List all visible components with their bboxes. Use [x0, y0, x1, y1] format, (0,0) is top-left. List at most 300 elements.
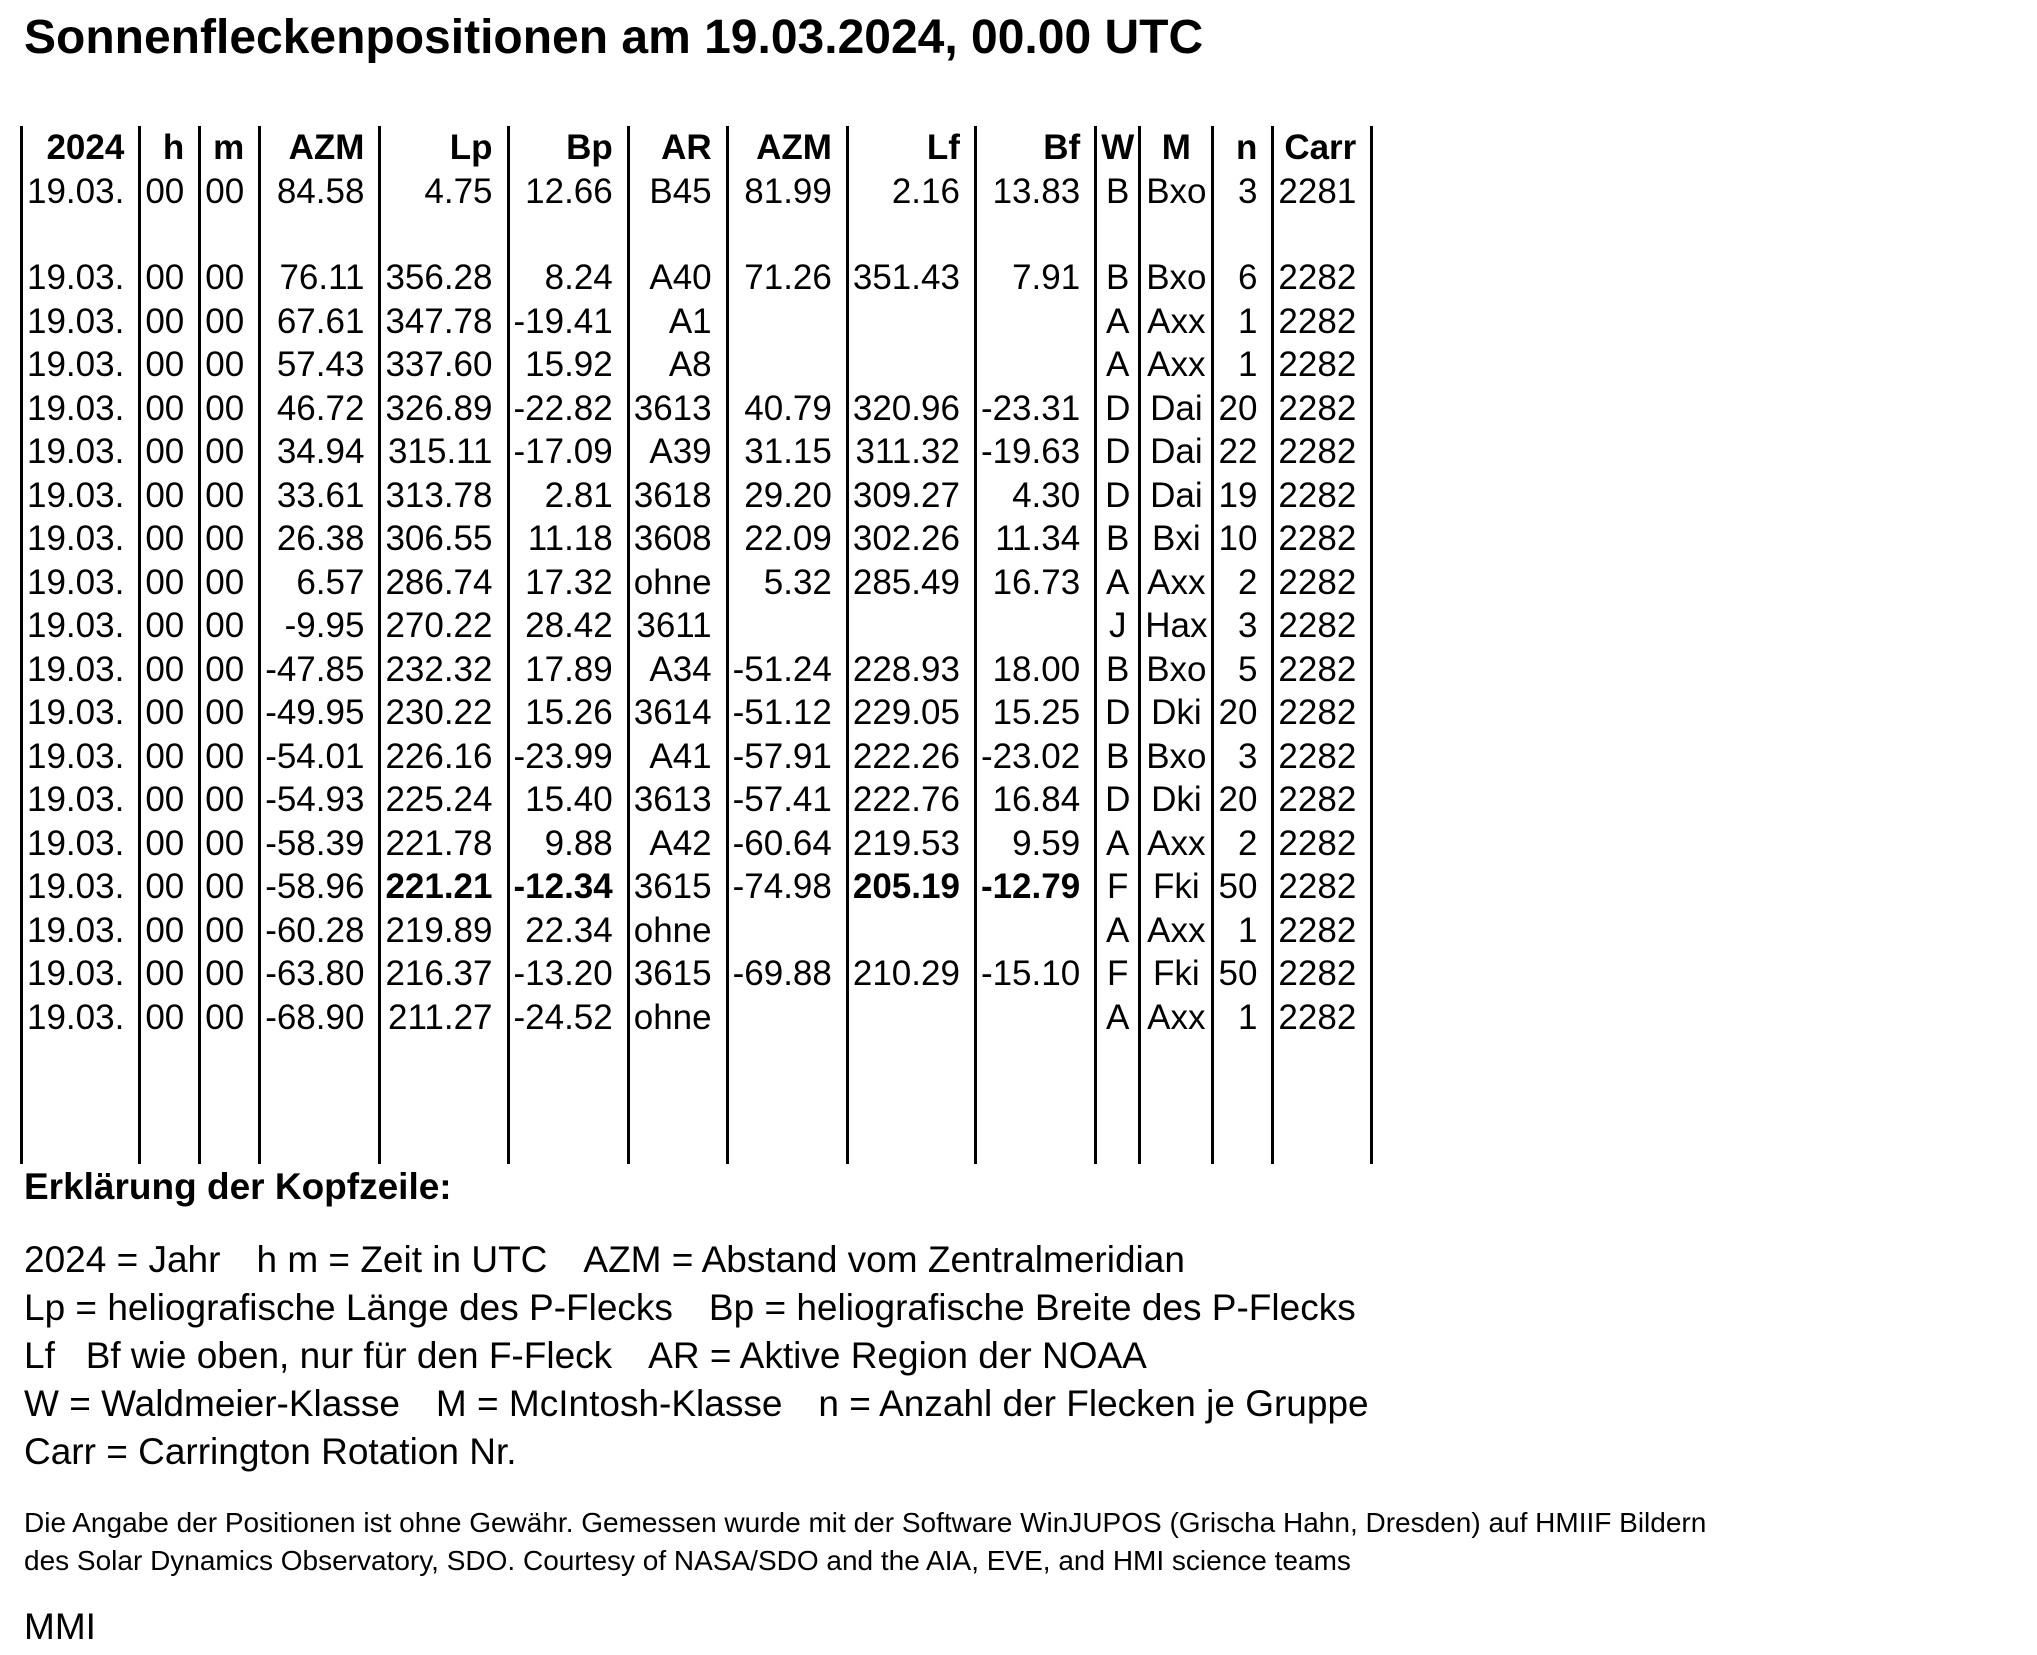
table-cell: J [1096, 604, 1140, 648]
legend-line [24, 1428, 1369, 1476]
table-cell: 19.03. [22, 691, 140, 735]
table-cell: -12.34 [508, 865, 628, 909]
table-cell: D [1096, 387, 1140, 431]
disclaimer-note [24, 1504, 1706, 1580]
filler-cell [508, 1039, 628, 1164]
table-cell [727, 996, 847, 1040]
table-row [22, 604, 1372, 648]
table-cell: 313.78 [380, 474, 508, 518]
table-cell: 3608 [628, 517, 727, 561]
table-cell: F [1096, 865, 1140, 909]
table-cell: 00 [140, 691, 200, 735]
table-row [22, 517, 1372, 561]
table-cell: 00 [200, 517, 260, 561]
table-cell: 19.03. [22, 996, 140, 1040]
table-cell: Bxo [1140, 170, 1213, 214]
table-cell: 40.79 [727, 387, 847, 431]
table-cell: 309.27 [847, 474, 975, 518]
sunspot-table [20, 126, 1373, 1164]
table-cell: 00 [140, 648, 200, 692]
table-cell: 2282 [1273, 604, 1372, 648]
table-cell: 285.49 [847, 561, 975, 605]
table-cell: 11.18 [508, 517, 628, 561]
legend-entry: AR = Aktive Region der NOAA [648, 1335, 1147, 1376]
table-cell: 57.43 [260, 343, 380, 387]
legend-line [24, 1332, 1369, 1380]
table-cell: 7.91 [975, 256, 1095, 300]
legend-line [24, 1284, 1369, 1332]
table-cell: -54.01 [260, 735, 380, 779]
table-cell: -58.96 [260, 865, 380, 909]
table-row [22, 691, 1372, 735]
table-cell: 10 [1213, 517, 1273, 561]
filler-cell [1096, 1039, 1140, 1164]
table-cell: 19.03. [22, 430, 140, 474]
table-cell: B [1096, 648, 1140, 692]
table-cell: -24.52 [508, 996, 628, 1040]
column-header: Bp [508, 126, 628, 170]
filler-cell [1213, 1039, 1273, 1164]
table-cell: 2282 [1273, 256, 1372, 300]
table-cell: 219.53 [847, 822, 975, 866]
table-cell: 19.03. [22, 561, 140, 605]
table-cell: -15.10 [975, 952, 1095, 996]
table-cell: B [1096, 256, 1140, 300]
column-header: Lf [847, 126, 975, 170]
author-signature: MMI [24, 1606, 96, 1647]
table-cell: A [1096, 996, 1140, 1040]
table-cell: -49.95 [260, 691, 380, 735]
column-header: AZM [260, 126, 380, 170]
table-cell: -12.79 [975, 865, 1095, 909]
table-cell: 19.03. [22, 474, 140, 518]
filler-cell [628, 1039, 727, 1164]
spacer-row [22, 213, 1372, 256]
legend-entry: AZM = Abstand vom Zentralmeridian [583, 1239, 1185, 1280]
spacer-cell [1140, 213, 1213, 256]
table-cell: -47.85 [260, 648, 380, 692]
table-cell: 3611 [628, 604, 727, 648]
table-cell [727, 300, 847, 344]
table-cell: A [1096, 343, 1140, 387]
table-cell: 46.72 [260, 387, 380, 431]
table-cell [975, 300, 1095, 344]
table-cell: 22 [1213, 430, 1273, 474]
table-row [22, 474, 1372, 518]
table-cell: 19.03. [22, 343, 140, 387]
table-cell: 50 [1213, 865, 1273, 909]
filler-cell [847, 1039, 975, 1164]
table-cell: 8.24 [508, 256, 628, 300]
table-cell: 210.29 [847, 952, 975, 996]
table-cell: Axx [1140, 822, 1213, 866]
table-cell: 00 [140, 430, 200, 474]
table-row [22, 256, 1372, 300]
legend-entry: Lf Bf wie oben, nur für den F-Fleck [24, 1335, 613, 1376]
table-cell: A [1096, 822, 1140, 866]
table-row [22, 430, 1372, 474]
table-cell: 2282 [1273, 343, 1372, 387]
table-cell: 28.42 [508, 604, 628, 648]
table-cell: -60.64 [727, 822, 847, 866]
table-cell: -23.99 [508, 735, 628, 779]
table-cell: 2 [1213, 561, 1273, 605]
filler-cell [1273, 1039, 1372, 1164]
table-cell: 00 [140, 474, 200, 518]
table-cell: 00 [200, 909, 260, 953]
table-cell: 00 [140, 561, 200, 605]
table-cell: -13.20 [508, 952, 628, 996]
table-cell: -74.98 [727, 865, 847, 909]
table-row [22, 300, 1372, 344]
table-row [22, 909, 1372, 953]
spacer-cell [847, 213, 975, 256]
table-cell: 00 [200, 735, 260, 779]
table-row [22, 735, 1372, 779]
table-cell: 16.84 [975, 778, 1095, 822]
table-cell: 00 [140, 256, 200, 300]
table-cell [975, 996, 1095, 1040]
column-header: M [1140, 126, 1213, 170]
legend-line [24, 1236, 1369, 1284]
table-cell: -60.28 [260, 909, 380, 953]
table-cell: 2282 [1273, 778, 1372, 822]
disclaimer-line-2: des Solar Dynamics Observatory, SDO. Courtesy of NASA/SDO and the AIA, EVE, and HMI science teams [24, 1545, 1351, 1576]
table-cell [847, 996, 975, 1040]
table-cell: 3613 [628, 778, 727, 822]
legend-line [24, 1380, 1369, 1428]
table-cell: 2282 [1273, 474, 1372, 518]
table-cell: 2282 [1273, 561, 1372, 605]
table-cell: 311.32 [847, 430, 975, 474]
table-cell: 76.11 [260, 256, 380, 300]
table-cell: 00 [200, 691, 260, 735]
legend-entry: Lp = heliografische Länge des P-Flecks [24, 1287, 673, 1328]
column-header: Lp [380, 126, 508, 170]
column-header: 2024 [22, 126, 140, 170]
table-cell: 00 [200, 256, 260, 300]
table-cell: 270.22 [380, 604, 508, 648]
table-cell: 19.03. [22, 822, 140, 866]
table-cell: 17.89 [508, 648, 628, 692]
table-cell: 3618 [628, 474, 727, 518]
table-cell: 19.03. [22, 517, 140, 561]
table-cell: 22.09 [727, 517, 847, 561]
table-cell: -69.88 [727, 952, 847, 996]
legend-entry: M = McIntosh-Klasse [435, 1383, 783, 1424]
table-cell: 347.78 [380, 300, 508, 344]
spacer-cell [975, 213, 1095, 256]
table-cell: 1 [1213, 909, 1273, 953]
table-cell: 1 [1213, 996, 1273, 1040]
table-cell [727, 604, 847, 648]
table-cell: 315.11 [380, 430, 508, 474]
legend-entry: 2024 = Jahr [24, 1239, 221, 1280]
page-title: Sonnenfleckenpositionen am 19.03.2024, 00.00 UTC [24, 11, 1204, 64]
table-cell: 3 [1213, 170, 1273, 214]
legend-entry: Carr = Carrington Rotation Nr. [24, 1431, 517, 1472]
table-cell: 326.89 [380, 387, 508, 431]
table-cell: 18.00 [975, 648, 1095, 692]
table-cell: 67.61 [260, 300, 380, 344]
spacer-cell [260, 213, 380, 256]
table-cell: 5 [1213, 648, 1273, 692]
table-cell: B [1096, 170, 1140, 214]
table-cell: -23.31 [975, 387, 1095, 431]
table-cell: Dki [1140, 691, 1213, 735]
table-cell: 00 [140, 865, 200, 909]
table-cell: 15.26 [508, 691, 628, 735]
table-cell: 3614 [628, 691, 727, 735]
table-cell: -51.12 [727, 691, 847, 735]
table-cell: 00 [200, 952, 260, 996]
table-row [22, 561, 1372, 605]
table-cell: 2282 [1273, 865, 1372, 909]
table-cell: 71.26 [727, 256, 847, 300]
column-header: AR [628, 126, 727, 170]
table-cell: 2282 [1273, 996, 1372, 1040]
table-row [22, 778, 1372, 822]
table-row [22, 387, 1372, 431]
table-cell: 1 [1213, 343, 1273, 387]
table-cell: 1 [1213, 300, 1273, 344]
spacer-cell [1096, 213, 1140, 256]
table-cell: 13.83 [975, 170, 1095, 214]
table-cell: D [1096, 430, 1140, 474]
legend-entry: Bp = heliografische Breite des P-Flecks [708, 1287, 1356, 1328]
table-cell: -9.95 [260, 604, 380, 648]
table-cell: 00 [140, 996, 200, 1040]
table-cell: A [1096, 909, 1140, 953]
table-cell: A39 [628, 430, 727, 474]
spacer-cell [140, 213, 200, 256]
disclaimer-line-1: Die Angabe der Positionen ist ohne Gewähr. Gemessen wurde mit der Software WinJUPOS (Grischa Hahn, Dresden) auf HMIIF Bildern [24, 1507, 1707, 1538]
table-row [22, 170, 1372, 214]
table-cell: 221.21 [380, 865, 508, 909]
table-cell: D [1096, 474, 1140, 518]
table-cell: 205.19 [847, 865, 975, 909]
table-cell: 19.03. [22, 387, 140, 431]
table-cell: A [1096, 561, 1140, 605]
table-cell: Dai [1140, 387, 1213, 431]
table-cell: 00 [200, 778, 260, 822]
table-cell: 19.03. [22, 648, 140, 692]
legend-entry: n = Anzahl der Flecken je Gruppe [818, 1383, 1369, 1424]
table-cell: 34.94 [260, 430, 380, 474]
table-cell: Axx [1140, 909, 1213, 953]
legend-entry: h m = Zeit in UTC [256, 1239, 548, 1280]
table-cell [975, 604, 1095, 648]
filler-cell [380, 1039, 508, 1164]
table-body [22, 170, 1372, 1165]
table-cell: Axx [1140, 343, 1213, 387]
table-cell [847, 343, 975, 387]
column-header: n [1213, 126, 1273, 170]
table-cell: ohne [628, 561, 727, 605]
table-cell: 00 [140, 778, 200, 822]
table-cell: 2282 [1273, 648, 1372, 692]
spacer-cell [200, 213, 260, 256]
table-cell: 12.66 [508, 170, 628, 214]
table-cell: -54.93 [260, 778, 380, 822]
table-cell: -68.90 [260, 996, 380, 1040]
table-cell: -17.09 [508, 430, 628, 474]
table-cell: 5.32 [727, 561, 847, 605]
table-cell: -57.41 [727, 778, 847, 822]
table-cell: 19.03. [22, 952, 140, 996]
spacer-cell [628, 213, 727, 256]
legend-heading: Erklärung der Kopfzeile: [24, 1166, 452, 1207]
table-cell: F [1096, 952, 1140, 996]
table-cell: 00 [200, 387, 260, 431]
table-cell: 50 [1213, 952, 1273, 996]
table-cell: 20 [1213, 387, 1273, 431]
table-cell: 3615 [628, 952, 727, 996]
table-header-row [22, 126, 1372, 170]
table-cell: 228.93 [847, 648, 975, 692]
table-cell: 226.16 [380, 735, 508, 779]
table-row [22, 865, 1372, 909]
sunspot-table-container [20, 126, 1373, 1164]
table-cell: 320.96 [847, 387, 975, 431]
table-cell: 356.28 [380, 256, 508, 300]
table-cell: 00 [200, 300, 260, 344]
table-cell: 222.76 [847, 778, 975, 822]
filler-cell [727, 1039, 847, 1164]
table-cell: 00 [200, 996, 260, 1040]
table-cell: 00 [200, 170, 260, 214]
table-cell [847, 909, 975, 953]
table-cell: 222.26 [847, 735, 975, 779]
filler-row [22, 1039, 1372, 1164]
table-cell: 00 [140, 300, 200, 344]
spacer-cell [380, 213, 508, 256]
table-cell: -57.91 [727, 735, 847, 779]
table-cell: 00 [200, 865, 260, 909]
table-cell: 19.03. [22, 170, 140, 214]
table-cell: B45 [628, 170, 727, 214]
table-cell: A [1096, 300, 1140, 344]
table-cell: -22.82 [508, 387, 628, 431]
table-cell: 19.03. [22, 909, 140, 953]
table-cell: -58.39 [260, 822, 380, 866]
column-header: AZM [727, 126, 847, 170]
legend [24, 1236, 1369, 1476]
table-row [22, 952, 1372, 996]
table-row [22, 648, 1372, 692]
table-cell: 19.03. [22, 256, 140, 300]
table-cell: 19.03. [22, 735, 140, 779]
table-cell: Fki [1140, 865, 1213, 909]
table-cell: -19.41 [508, 300, 628, 344]
table-cell: 6.57 [260, 561, 380, 605]
table-cell: 26.38 [260, 517, 380, 561]
table-cell: A40 [628, 256, 727, 300]
table-cell: -19.63 [975, 430, 1095, 474]
table-cell: Bxo [1140, 256, 1213, 300]
table-cell: 20 [1213, 691, 1273, 735]
table-cell: A1 [628, 300, 727, 344]
table-cell: A8 [628, 343, 727, 387]
table-cell: 211.27 [380, 996, 508, 1040]
column-header: h [140, 126, 200, 170]
table-cell: Hax [1140, 604, 1213, 648]
filler-cell [140, 1039, 200, 1164]
table-cell: A42 [628, 822, 727, 866]
table-cell: Axx [1140, 996, 1213, 1040]
table-cell: 81.99 [727, 170, 847, 214]
table-cell: 2 [1213, 822, 1273, 866]
table-cell: -51.24 [727, 648, 847, 692]
table-cell: 00 [140, 735, 200, 779]
table-row [22, 822, 1372, 866]
table-cell: 17.32 [508, 561, 628, 605]
table-cell: 2281 [1273, 170, 1372, 214]
table-cell: 00 [140, 343, 200, 387]
filler-cell [22, 1039, 140, 1164]
table-cell: Fki [1140, 952, 1213, 996]
table-cell: 2.16 [847, 170, 975, 214]
table-cell: 2282 [1273, 430, 1372, 474]
table-cell: B [1096, 735, 1140, 779]
table-cell: 19.03. [22, 604, 140, 648]
table-cell: Bxi [1140, 517, 1213, 561]
column-header: Carr [1273, 126, 1372, 170]
filler-cell [1140, 1039, 1213, 1164]
table-cell: 229.05 [847, 691, 975, 735]
filler-cell [975, 1039, 1095, 1164]
table-cell: Axx [1140, 300, 1213, 344]
table-cell: 286.74 [380, 561, 508, 605]
table-cell: 2282 [1273, 735, 1372, 779]
table-cell: 19.03. [22, 778, 140, 822]
filler-cell [260, 1039, 380, 1164]
table-cell: 3 [1213, 735, 1273, 779]
table-cell: A41 [628, 735, 727, 779]
table-cell: 00 [200, 648, 260, 692]
table-cell: 00 [140, 952, 200, 996]
table-cell: 00 [140, 604, 200, 648]
spacer-cell [727, 213, 847, 256]
table-cell: 4.75 [380, 170, 508, 214]
table-cell: 225.24 [380, 778, 508, 822]
table-cell: 302.26 [847, 517, 975, 561]
table-cell: 19 [1213, 474, 1273, 518]
table-cell: A34 [628, 648, 727, 692]
table-cell: ohne [628, 996, 727, 1040]
table-cell [975, 909, 1095, 953]
spacer-cell [1213, 213, 1273, 256]
table-cell: Bxo [1140, 648, 1213, 692]
table-cell: 31.15 [727, 430, 847, 474]
table-cell: Axx [1140, 561, 1213, 605]
table-cell: 29.20 [727, 474, 847, 518]
table-cell: 19.03. [22, 300, 140, 344]
table-cell: 3613 [628, 387, 727, 431]
spacer-cell [508, 213, 628, 256]
column-header: Bf [975, 126, 1095, 170]
table-cell: 6 [1213, 256, 1273, 300]
table-cell: 306.55 [380, 517, 508, 561]
table-cell: 00 [140, 822, 200, 866]
table-cell: 15.92 [508, 343, 628, 387]
table-cell [847, 300, 975, 344]
table-cell: 2282 [1273, 822, 1372, 866]
table-cell: Dki [1140, 778, 1213, 822]
table-cell: 00 [200, 430, 260, 474]
table-cell: 00 [200, 822, 260, 866]
table-cell: 22.34 [508, 909, 628, 953]
